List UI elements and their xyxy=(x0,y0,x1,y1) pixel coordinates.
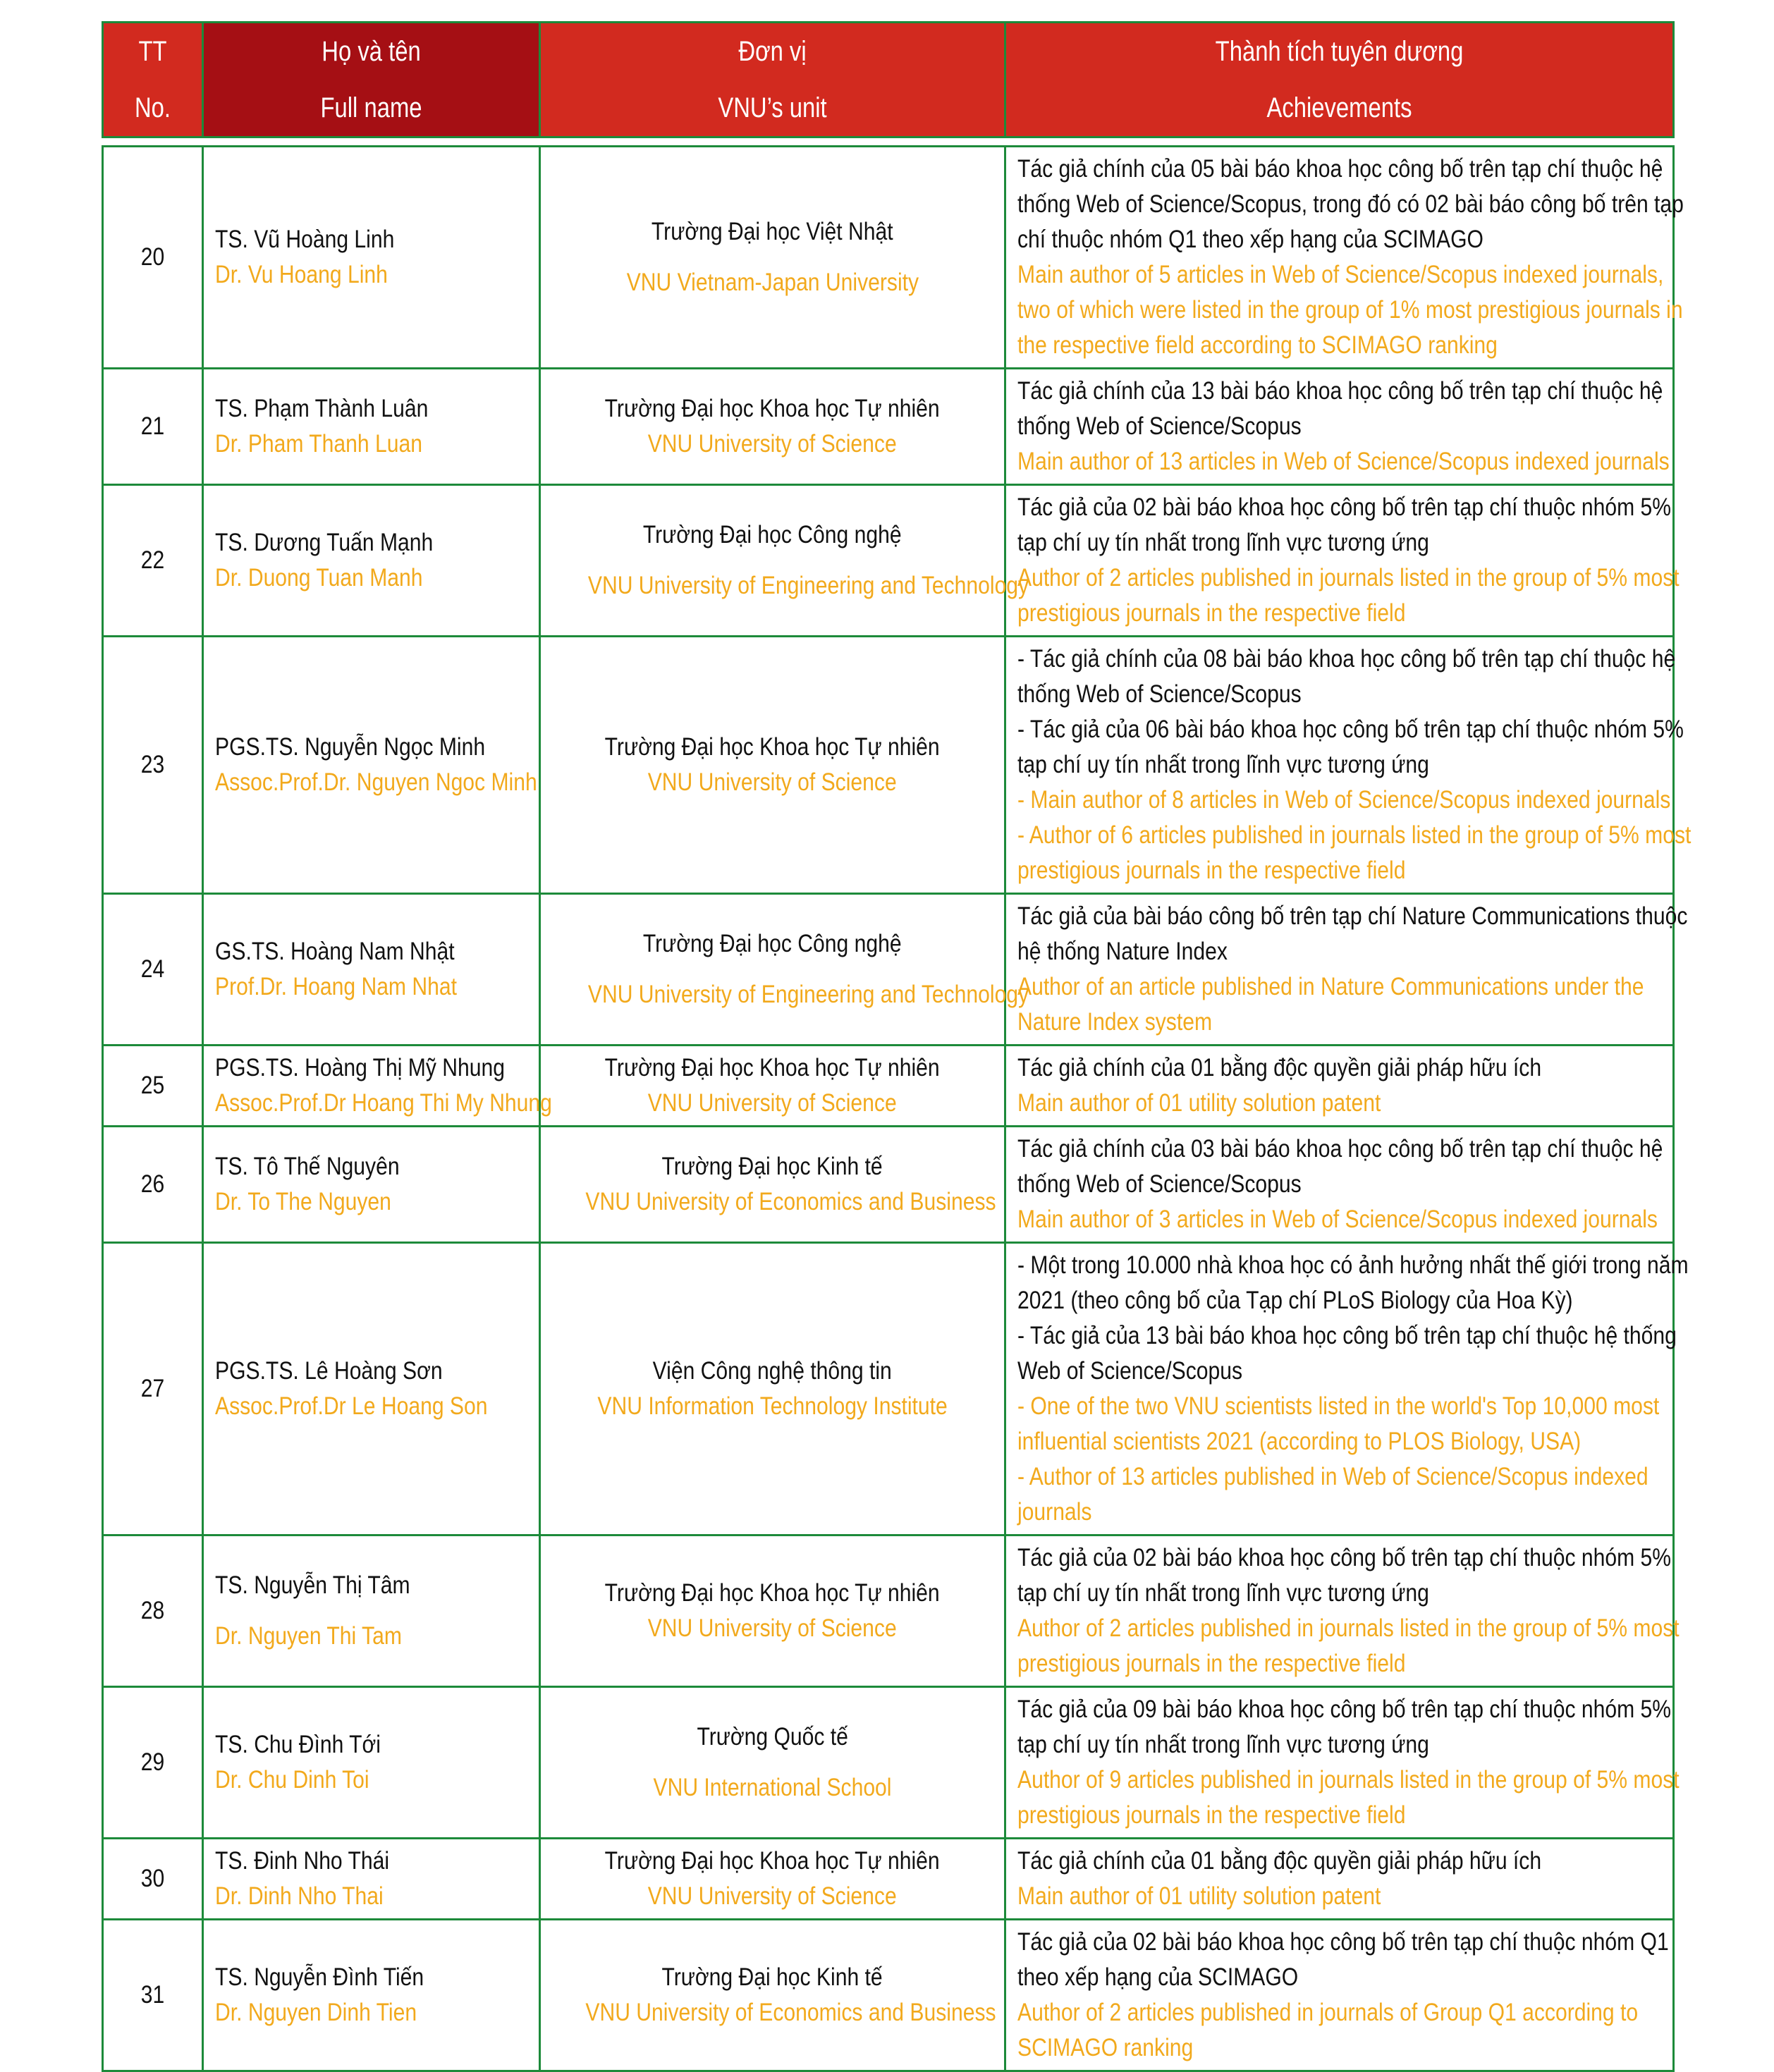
row-number: 27 xyxy=(103,1243,203,1535)
honoree-name xyxy=(203,485,540,637)
name-english: Dr. Nguyen Thi Tam xyxy=(215,1622,402,1650)
header-achievements: Thành tích tuyên dương Achievements xyxy=(1005,23,1674,137)
achievements xyxy=(1005,1127,1674,1243)
honoree-unit xyxy=(540,369,1005,485)
honoree-unit xyxy=(540,1687,1005,1839)
achievement-line-english: Author of 2 articles published in journals listed in the group of 5% most xyxy=(1017,1614,1680,1642)
header-no: TT No. xyxy=(103,23,203,137)
unit-english: VNU University of Science xyxy=(648,1882,897,1910)
table-row xyxy=(103,1243,1674,1535)
achievements xyxy=(1005,369,1674,485)
achievement-line-english: Author of an article published in Nature Communications under the xyxy=(1017,973,1644,1000)
achievement-line-vietnamese: thống Web of Science/Scopus, trong đó có 02 bài báo công bố trên tạp xyxy=(1017,190,1684,218)
table-row xyxy=(103,147,1674,369)
name-vietnamese: TS. Tô Thế Nguyên xyxy=(215,1153,400,1180)
honoree-name xyxy=(203,637,540,894)
name-english: Assoc.Prof.Dr Le Hoang Son xyxy=(215,1392,488,1420)
name-english: Dr. Nguyen Dinh Tien xyxy=(215,1999,417,2026)
achievement-line-english: Main author of 5 articles in Web of Science/Scopus indexed journals, xyxy=(1017,261,1664,288)
achievements xyxy=(1005,1920,1674,2071)
unit-vietnamese: Trường Đại học Khoa học Tự nhiên xyxy=(604,733,940,761)
honoree-unit xyxy=(540,1920,1005,2071)
honoree-unit xyxy=(540,485,1029,637)
achievement-line-vietnamese: Tác giả của 02 bài báo khoa học công bố trên tạp chí thuộc nhóm 5% xyxy=(1017,1544,1672,1571)
name-english: Dr. Pham Thanh Luan xyxy=(215,430,422,458)
achievement-line-vietnamese: thống Web of Science/Scopus xyxy=(1017,412,1302,440)
achievement-line-vietnamese: hệ thống Nature Index xyxy=(1017,938,1228,965)
honoree-name xyxy=(203,1687,540,1839)
achievement-line-english: Main author of 3 articles in Web of Science/Scopus indexed journals xyxy=(1017,1206,1658,1233)
achievement-line-english: - Author of 6 articles published in journals listed in the group of 5% most xyxy=(1017,821,1692,849)
table-header xyxy=(103,23,1674,137)
unit-vietnamese: Trường Đại học Kinh tế xyxy=(661,1963,883,1991)
honoree-name xyxy=(203,1127,540,1243)
achievements xyxy=(1005,1687,1680,1839)
row-number: 28 xyxy=(103,1535,203,1687)
table-row xyxy=(103,485,1674,637)
unit-vietnamese: Trường Đại học Khoa học Tự nhiên xyxy=(604,395,940,422)
table-row xyxy=(103,894,1674,1046)
honoree-name xyxy=(203,1243,540,1535)
achievement-line-english: influential scientists 2021 (according to PLOS Biology, USA) xyxy=(1017,1428,1582,1455)
achievement-line-vietnamese: 2021 (theo công bố của Tạp chí PLoS Biology của Hoa Kỳ) xyxy=(1017,1287,1573,1314)
unit-english: VNU University of Science xyxy=(648,430,897,458)
achievement-line-vietnamese: theo xếp hạng của SCIMAGO xyxy=(1017,1963,1299,1991)
achievement-line-vietnamese: tạp chí uy tín nhất trong lĩnh vực tương ứng xyxy=(1017,1579,1429,1607)
name-english: Dr. Duong Tuan Manh xyxy=(215,564,423,591)
row-number: 20 xyxy=(103,147,203,369)
achievement-line-vietnamese: chí thuộc nhóm Q1 theo xếp hạng của SCIMAGO xyxy=(1017,226,1484,253)
achievements xyxy=(1005,1243,1689,1535)
achievement-line-english: journals xyxy=(1017,1498,1092,1526)
unit-english: VNU University of Engineering and Technology xyxy=(587,981,1029,1008)
honoree-name xyxy=(203,1535,540,1687)
row-number: 30 xyxy=(103,1839,203,1920)
name-vietnamese: PGS.TS. Nguyễn Ngọc Minh xyxy=(215,733,486,761)
unit-english: VNU University of Science xyxy=(648,768,897,796)
achievement-line-vietnamese: - Tác giả của 06 bài báo khoa học công bố trên tạp chí thuộc nhóm 5% xyxy=(1017,716,1684,743)
row-number: 21 xyxy=(103,369,203,485)
achievement-line-english: Nature Index system xyxy=(1017,1008,1213,1036)
achievement-line-english: Main author of 01 utility solution patent xyxy=(1017,1882,1381,1910)
table-row xyxy=(103,1839,1674,1920)
header-unit: Đơn vị VNU’s unit xyxy=(540,23,1005,137)
name-vietnamese: TS. Dương Tuấn Mạnh xyxy=(215,529,434,556)
achievements xyxy=(1005,1839,1674,1920)
name-english: Dr. To The Nguyen xyxy=(215,1188,391,1215)
table-row xyxy=(103,1535,1674,1687)
achievement-line-vietnamese: - Tác giả chính của 08 bài báo khoa học công bố trên tạp chí thuộc hệ xyxy=(1017,645,1676,673)
achievement-line-vietnamese: Tác giả của bài báo công bố trên tạp chí Nature Communications thuộc xyxy=(1017,902,1688,930)
achievement-line-english: two of which were listed in the group of 1% most prestigious journals in xyxy=(1017,296,1683,324)
achievement-line-vietnamese: Tác giả chính của 05 bài báo khoa học công bố trên tạp chí thuộc hệ xyxy=(1017,155,1663,183)
honoree-unit xyxy=(540,1535,1005,1687)
honoree-name xyxy=(203,1920,540,2071)
honoree-unit xyxy=(540,1243,1005,1535)
achievement-line-vietnamese: Tác giả chính của 01 bằng độc quyền giải pháp hữu ích xyxy=(1017,1847,1542,1875)
unit-english: VNU University of Science xyxy=(648,1089,897,1117)
achievement-line-english: - Author of 13 articles published in Web of Science/Scopus indexed xyxy=(1017,1463,1648,1490)
name-vietnamese: TS. Phạm Thành Luân xyxy=(215,395,429,422)
honoree-name xyxy=(203,1839,540,1920)
achievement-line-vietnamese: Tác giả của 02 bài báo khoa học công bố trên tạp chí thuộc nhóm Q1 xyxy=(1017,1928,1669,1956)
table-row xyxy=(103,1920,1674,2071)
achievement-line-vietnamese: thống Web of Science/Scopus xyxy=(1017,680,1302,708)
honoree-unit xyxy=(540,637,1005,894)
achievement-line-english: prestigious journals in the respective field xyxy=(1017,1801,1406,1829)
honoree-name xyxy=(203,1046,552,1127)
achievement-line-english: the respective field according to SCIMAGO ranking xyxy=(1017,331,1498,359)
honoree-unit xyxy=(540,894,1029,1046)
achievement-line-vietnamese: Tác giả của 02 bài báo khoa học công bố trên tạp chí thuộc nhóm 5% xyxy=(1017,494,1672,521)
row-number: 26 xyxy=(103,1127,203,1243)
name-english: Dr. Dinh Nho Thai xyxy=(215,1882,384,1910)
table-row xyxy=(103,1687,1674,1839)
achievement-line-vietnamese: thống Web of Science/Scopus xyxy=(1017,1170,1302,1198)
honoree-unit xyxy=(540,147,1005,369)
unit-vietnamese: Trường Đại học Kinh tế xyxy=(661,1153,883,1180)
row-number: 25 xyxy=(103,1046,203,1127)
achievement-line-english: Author of 2 articles published in journals listed in the group of 5% most xyxy=(1017,564,1680,591)
achievements xyxy=(1005,485,1680,637)
row-number: 29 xyxy=(103,1687,203,1839)
unit-english: VNU Information Technology Institute xyxy=(597,1392,948,1420)
unit-vietnamese: Trường Đại học Khoa học Tự nhiên xyxy=(604,1847,940,1875)
honoree-unit xyxy=(540,1839,1005,1920)
achievement-line-english: prestigious journals in the respective field xyxy=(1017,1650,1406,1677)
header-full-name: Họ và tên Full name xyxy=(203,23,540,137)
achievement-line-english: Author of 2 articles published in journals of Group Q1 according to xyxy=(1017,1999,1639,2026)
name-vietnamese: TS. Chu Đình Tới xyxy=(215,1731,381,1758)
unit-vietnamese: Trường Đại học Công nghệ xyxy=(643,930,902,957)
row-number: 22 xyxy=(103,485,203,637)
unit-english: VNU University of Economics and Business xyxy=(585,1999,996,2026)
row-number: 23 xyxy=(103,637,203,894)
achievement-line-vietnamese: - Tác giả của 13 bài báo khoa học công bố trên tạp chí thuộc hệ thống xyxy=(1017,1322,1677,1349)
honoree-unit xyxy=(540,1046,1005,1127)
unit-vietnamese: Viện Công nghệ thông tin xyxy=(652,1357,893,1385)
achievement-line-english: - Main author of 8 articles in Web of Science/Scopus indexed journals xyxy=(1017,786,1671,814)
achievements xyxy=(1005,637,1692,894)
achievement-line-vietnamese: tạp chí uy tín nhất trong lĩnh vực tương ứng xyxy=(1017,529,1429,556)
achievement-line-english: SCIMAGO ranking xyxy=(1017,2034,1194,2061)
achievement-line-vietnamese: Tác giả chính của 01 bằng độc quyền giải pháp hữu ích xyxy=(1017,1054,1542,1081)
unit-english: VNU University of Economics and Business xyxy=(585,1188,996,1215)
row-number: 24 xyxy=(103,894,203,1046)
achievements xyxy=(1005,1046,1674,1127)
name-vietnamese: TS. Đinh Nho Thái xyxy=(215,1847,390,1875)
unit-vietnamese: Trường Đại học Việt Nhật xyxy=(652,218,893,245)
achievement-line-vietnamese: Tác giả chính của 03 bài báo khoa học công bố trên tạp chí thuộc hệ xyxy=(1017,1135,1663,1163)
unit-vietnamese: Trường Đại học Khoa học Tự nhiên xyxy=(604,1579,940,1607)
name-vietnamese: PGS.TS. Lê Hoàng Sơn xyxy=(215,1357,443,1385)
unit-english: VNU University of Science xyxy=(648,1614,897,1642)
name-english: Dr. Chu Dinh Toi xyxy=(215,1766,369,1794)
unit-vietnamese: Trường Đại học Công nghệ xyxy=(643,521,902,548)
honoree-name xyxy=(203,147,540,369)
achievement-line-english: Author of 9 articles published in journals listed in the group of 5% most xyxy=(1017,1766,1680,1794)
name-english: Dr. Vu Hoang Linh xyxy=(215,261,388,288)
honoree-name xyxy=(203,894,540,1046)
achievement-line-english: Main author of 13 articles in Web of Science/Scopus indexed journals xyxy=(1017,448,1670,475)
achievement-line-vietnamese: Tác giả của 09 bài báo khoa học công bố trên tạp chí thuộc nhóm 5% xyxy=(1017,1696,1672,1723)
name-vietnamese: TS. Vũ Hoàng Linh xyxy=(215,226,395,253)
table-row xyxy=(103,369,1674,485)
achievements xyxy=(1005,1535,1680,1687)
unit-vietnamese: Trường Quốc tế xyxy=(697,1723,848,1751)
table-row xyxy=(103,1127,1674,1243)
achievement-line-vietnamese: tạp chí uy tín nhất trong lĩnh vực tương ứng xyxy=(1017,1731,1429,1758)
row-number: 31 xyxy=(103,1920,203,2071)
achievement-line-english: prestigious journals in the respective field xyxy=(1017,599,1406,627)
name-vietnamese: TS. Nguyễn Đình Tiến xyxy=(215,1963,424,1991)
honoree-name xyxy=(203,369,540,485)
table-row xyxy=(103,1046,1674,1127)
unit-english: VNU International School xyxy=(653,1774,892,1801)
unit-english: VNU University of Engineering and Technology xyxy=(587,572,1029,599)
name-english: Assoc.Prof.Dr Hoang Thi My Nhung xyxy=(215,1089,552,1117)
achievements xyxy=(1005,147,1684,369)
name-english: Prof.Dr. Hoang Nam Nhat xyxy=(215,973,457,1000)
achievements xyxy=(1005,894,1688,1046)
name-vietnamese: GS.TS. Hoàng Nam Nhật xyxy=(215,938,455,965)
table-row xyxy=(103,637,1674,894)
achievement-line-vietnamese: - Một trong 10.000 nhà khoa học có ảnh hưởng nhất thế giới trong năm xyxy=(1017,1251,1689,1279)
achievement-line-english: Main author of 01 utility solution patent xyxy=(1017,1089,1381,1117)
achievement-line-vietnamese: tạp chí uy tín nhất trong lĩnh vực tương ứng xyxy=(1017,751,1429,778)
honoree-table xyxy=(102,21,1692,2072)
achievement-line-vietnamese: Tác giả chính của 13 bài báo khoa học công bố trên tạp chí thuộc hệ xyxy=(1017,377,1663,405)
unit-english: VNU Vietnam-Japan University xyxy=(626,269,919,296)
achievement-line-english: prestigious journals in the respective field xyxy=(1017,857,1406,884)
achievement-line-vietnamese: Web of Science/Scopus xyxy=(1017,1357,1243,1385)
unit-vietnamese: Trường Đại học Khoa học Tự nhiên xyxy=(604,1054,940,1081)
achievement-line-english: - One of the two VNU scientists listed in the world's Top 10,000 most xyxy=(1017,1392,1660,1420)
name-english: Assoc.Prof.Dr. Nguyen Ngoc Minh xyxy=(215,768,537,796)
honoree-unit xyxy=(540,1127,1005,1243)
name-vietnamese: PGS.TS. Hoàng Thị Mỹ Nhung xyxy=(215,1054,505,1081)
name-vietnamese: TS. Nguyễn Thị Tâm xyxy=(215,1571,410,1599)
